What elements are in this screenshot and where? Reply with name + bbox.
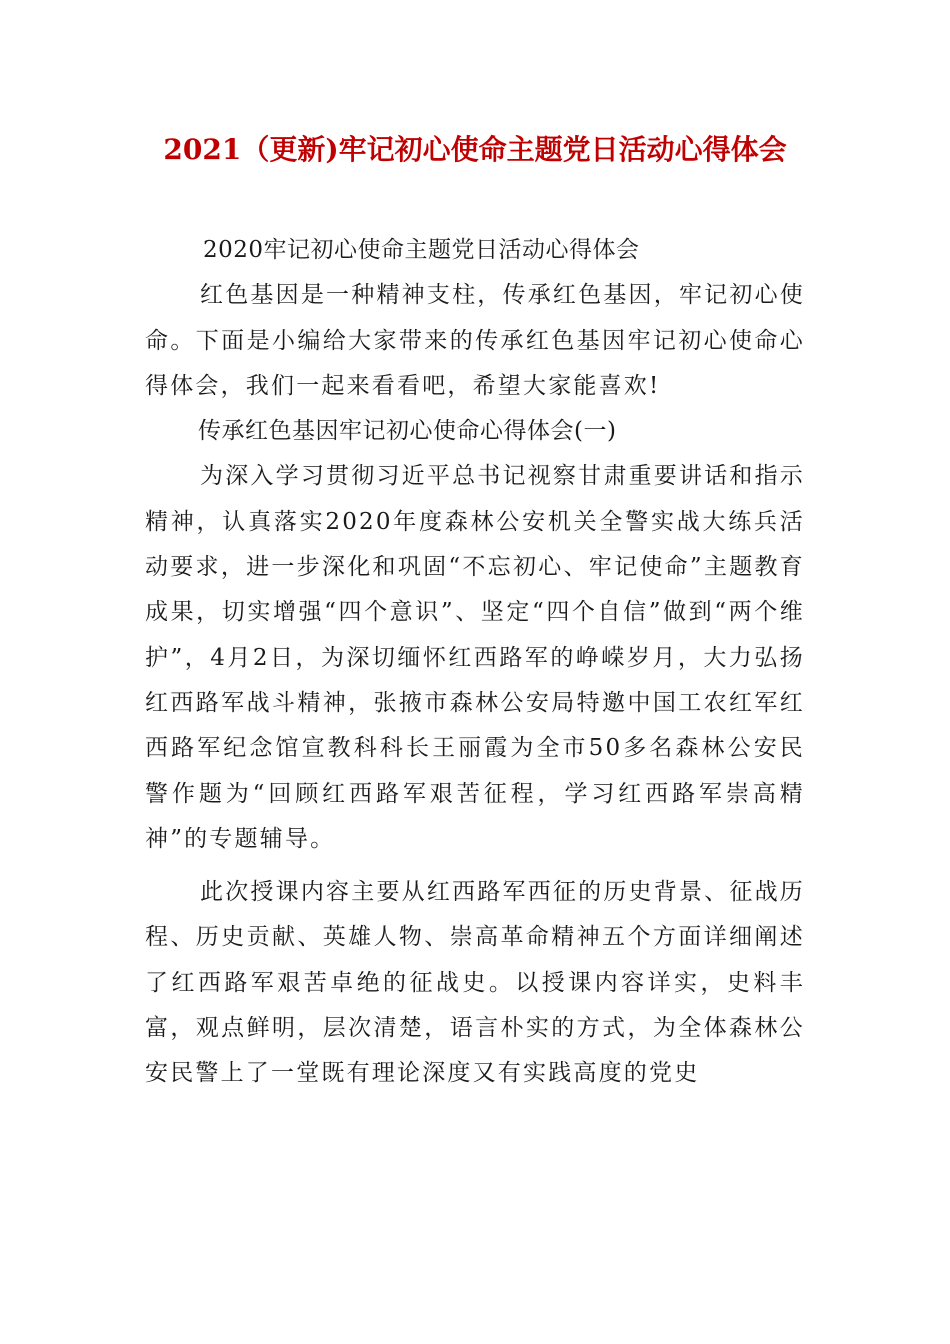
paragraph-section-heading: 传承红色基因牢记初心使命心得体会(一) xyxy=(198,418,617,445)
document-body xyxy=(145,228,805,1097)
paragraph-intro: 红色基因是一种精神支柱，传承红色基因，牢记初心使命。下面是小编给大家带来的传承红色基因牢记初心使命心得体会，我们一起来看看吧，希望大家能喜欢! xyxy=(145,282,805,399)
paragraph-body-1: 为深入学习贯彻习近平总书记视察甘肃重要讲话和指示精神，认真落实2020年度森林公安机关全警实战大练兵活动要求，进一步深化和巩固“不忘初心、牢记使命”主题教育成果，切实增强“四个意识”、坚定“四个自信”做到“两个维护”，4月2日，为深切缅怀红西路军的峥嵘岁月，大力弘扬红西路军战斗精神，张掖市森林公安局特邀中国工农红军红西路军纪念馆宣教科科长王丽霞为全市50多名森林公安民警作题为“回顾红西路军艰苦征程，学习红西路军崇高精神”的专题辅导。 xyxy=(145,463,805,852)
paragraph-body-2: 此次授课内容主要从红西路军西征的历史背景、征战历程、历史贡献、英雄人物、崇高革命精神五个方面详细阐述了红西路军艰苦卓绝的征战史。以授课内容详实，史料丰富，观点鲜明，层次清楚，语言朴实的方式，为全体森林公安民警上了一堂既有理论深度又有实践高度的党史 xyxy=(145,879,805,1087)
paragraph-subtitle: 2020牢记初心使命主题党日活动心得体会 xyxy=(203,237,640,263)
document-title: 2021（更新)牢记初心使命主题党日活动心得体会 xyxy=(163,133,787,166)
